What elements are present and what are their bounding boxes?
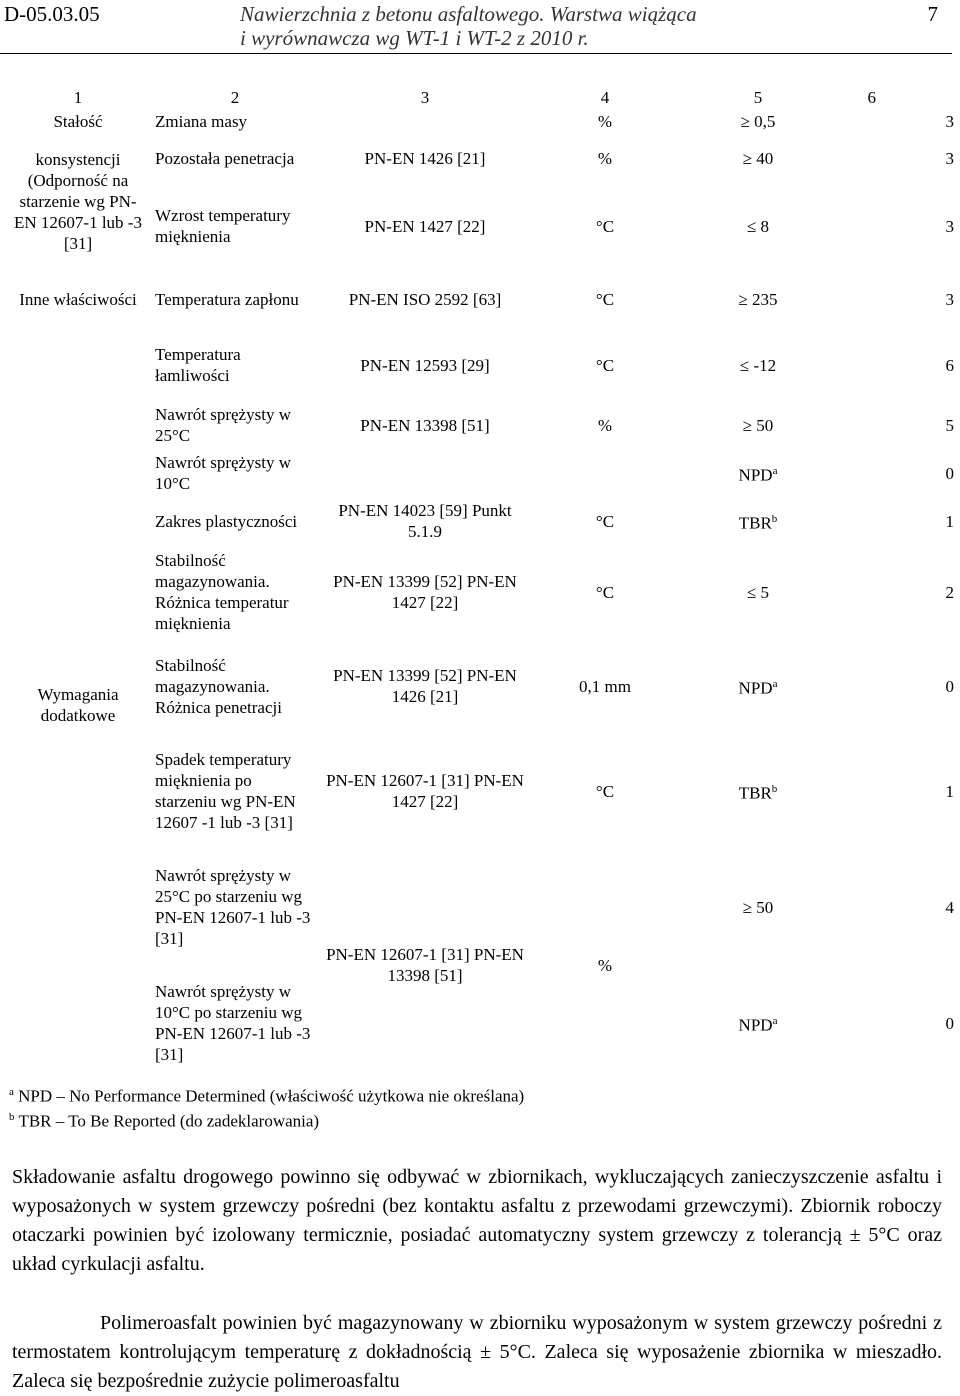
column-number-row	[5, 85, 958, 109]
value-cell	[679, 965, 837, 1081]
property-cell: Nawrót sprężysty w 10°C	[155, 453, 291, 493]
group-cell: Stałość	[53, 111, 103, 131]
col-number: 5	[753, 87, 763, 107]
method-cell	[319, 109, 531, 133]
property-cell: Pozostała penetracja	[155, 148, 295, 168]
property-cell: Nawrót sprężysty w 10°C po starzeniu wg PN-EN 12607-1 lub -3 [31]	[155, 982, 311, 1064]
class-cell: 0	[945, 1013, 954, 1033]
footnote-mark: b	[771, 512, 778, 525]
page-number: 7	[927, 2, 938, 26]
property-cell: Spadek temperatury mięknienia po starzeniu wg PN-EN 12607 -1 lub -3 [31]	[155, 750, 296, 832]
method-cell: PN-EN 12607-1 [31] PN-EN 13398 [51]	[326, 945, 524, 985]
table-row	[5, 109, 958, 133]
property-cell: Zakres plastyczności	[155, 511, 298, 531]
value-cell: ≥ 0,5	[740, 111, 776, 131]
table-row	[5, 329, 958, 401]
table-row	[5, 269, 958, 329]
property-cell: Zmiana masy	[155, 111, 248, 131]
header-rule	[0, 53, 952, 54]
title-line-2: i wyrównawcza wg WT-1 i WT-2 z 2010 r.	[240, 26, 589, 50]
table-row	[5, 133, 958, 183]
unit-cell: °C	[595, 216, 615, 236]
property-cell: Wzrost temperatury mięknienia	[155, 206, 291, 246]
footnote-mark: a	[772, 1014, 778, 1027]
value-cell	[679, 733, 837, 849]
class-cell: 1	[945, 511, 954, 531]
unit-cell	[531, 449, 679, 497]
class-cell: 0	[945, 676, 954, 696]
value-text: NPD	[738, 678, 773, 698]
property-cell: Stabilność magazynowania. Różnica temperatur mięknienia	[155, 551, 289, 633]
method-cell: PN-EN 1427 [22]	[364, 216, 486, 236]
value-text: TBR	[738, 783, 772, 803]
class-cell: 0	[945, 463, 954, 483]
value-cell	[679, 497, 837, 545]
unit-cell: °C	[595, 511, 615, 531]
document-code: D-05.03.05	[4, 2, 100, 26]
value-cell	[679, 449, 837, 497]
property-cell: Nawrót sprężysty w 25°C po starzeniu wg PN-EN 12607-1 lub -3 [31]	[155, 866, 311, 948]
value-text: NPD	[738, 1015, 773, 1035]
class-cell: 1	[945, 781, 954, 801]
unit-cell: 0,1 mm	[579, 676, 631, 696]
value-cell: ≥ 50	[742, 415, 774, 435]
method-cell	[319, 449, 531, 497]
property-cell: Temperatura łamliwości	[155, 345, 241, 385]
unit-cell: %	[597, 111, 613, 131]
value-cell: ≥ 235	[738, 289, 778, 309]
method-cell: PN-EN 14023 [59] Punkt 5.1.9	[338, 501, 512, 541]
footnote-b	[9, 1107, 954, 1132]
paragraph-storage-polymer: Polimeroasfalt powinien być magazynowany w zbiorniku wyposażonym w system grzewczy pośredni z termostatem kontrolującym temperaturę z dokładnością ± 5°C. Zaleca się wyposażenie zbiornika w mieszadło. Zaleca się bezpośrednie zużycie polimeroasfaltu	[12, 1312, 942, 1392]
group-cell: Wymagania dodatkowe	[37, 685, 119, 725]
footnotes-cell	[5, 1081, 958, 1132]
class-cell: 4	[945, 897, 954, 917]
value-text: TBR	[738, 513, 772, 533]
footnote-mark: b	[771, 782, 778, 795]
value-cell: ≤ 8	[746, 216, 770, 236]
value-cell: ≤ -12	[739, 355, 777, 375]
property-cell: Stabilność magazynowania. Różnica penetracji	[155, 655, 282, 717]
class-cell: 3	[945, 289, 954, 309]
method-cell: PN-EN 13399 [52] PN-EN 1426 [21]	[333, 666, 517, 706]
value-cell: ≥ 40	[742, 148, 774, 168]
unit-cell: °C	[595, 781, 615, 801]
unit-cell: °C	[595, 289, 615, 309]
col-number: 3	[420, 87, 430, 107]
footnote-a	[9, 1082, 954, 1107]
method-cell: PN-EN 13399 [52] PN-EN 1427 [22]	[333, 572, 517, 612]
property-cell: Nawrót sprężysty w 25°C	[155, 405, 291, 445]
value-cell	[679, 639, 837, 733]
property-cell: Temperatura zapłonu	[155, 289, 299, 309]
document-title	[240, 2, 840, 50]
group-cell: Inne właściwości	[19, 289, 137, 309]
footnote-text: TBR – To Be Reported (do zadeklarowania)	[18, 1111, 320, 1131]
footnote-text: NPD – No Performance Determined (właściwość użytkowa nie określana)	[18, 1086, 525, 1106]
footnote-mark: a	[772, 464, 778, 477]
page-header	[0, 0, 960, 60]
class-cell: 3	[945, 216, 954, 236]
footnote-mark: a	[9, 1086, 14, 1098]
col-number: 2	[230, 87, 240, 107]
method-cell: PN-EN ISO 2592 [63]	[348, 289, 502, 309]
method-cell: PN-EN 13398 [51]	[360, 415, 490, 435]
method-cell: PN-EN 1426 [21]	[364, 148, 486, 168]
method-cell: PN-EN 12607-1 [31] PN-EN 1427 [22]	[326, 771, 524, 811]
class-cell: 3	[945, 148, 954, 168]
value-text: NPD	[738, 465, 773, 485]
footnote-mark: a	[772, 677, 778, 690]
method-cell: PN-EN 12593 [29]	[360, 355, 490, 375]
footnote-mark: b	[9, 1110, 15, 1123]
specification-table	[5, 85, 958, 1132]
unit-cell: °C	[595, 582, 615, 602]
unit-cell: %	[597, 148, 613, 168]
value-cell: ≤ 5	[746, 582, 770, 602]
col-number: 1	[73, 87, 83, 107]
unit-cell: °C	[595, 355, 615, 375]
class-cell: 6	[945, 355, 954, 375]
class-cell: 5	[945, 415, 954, 435]
unit-cell: %	[597, 955, 613, 975]
group-cell: konsystencji (Odporność na starzenie wg PN-EN 12607-1 lub -3 [31]	[14, 149, 142, 253]
unit-cell: %	[597, 415, 613, 435]
col-number: 4	[600, 87, 610, 107]
value-cell: ≥ 50	[742, 897, 774, 917]
paragraph-storage-asphalt: Składowanie asfaltu drogowego powinno się odbywać w zbiornikach, wykluczających zanieczyszczenie asfaltu i wyposażonych w system grzewczy pośredni (bez kontaktu asfaltu z przewodami grzewczymi). Zbiornik roboczy otaczarki powinien być izolowany termicznie, posiadać automatyczny system grzewczy z tolerancją ± 5°C oraz układ cyrkulacji asfaltu.	[12, 1166, 942, 1275]
col-number: 6	[867, 87, 876, 107]
class-cell: 2	[945, 582, 954, 602]
footnote-row	[5, 1081, 958, 1132]
class-cell: 3	[945, 111, 954, 131]
title-line-1: Nawierzchnia z betonu asfaltowego. Warstwa wiążąca	[240, 2, 697, 26]
